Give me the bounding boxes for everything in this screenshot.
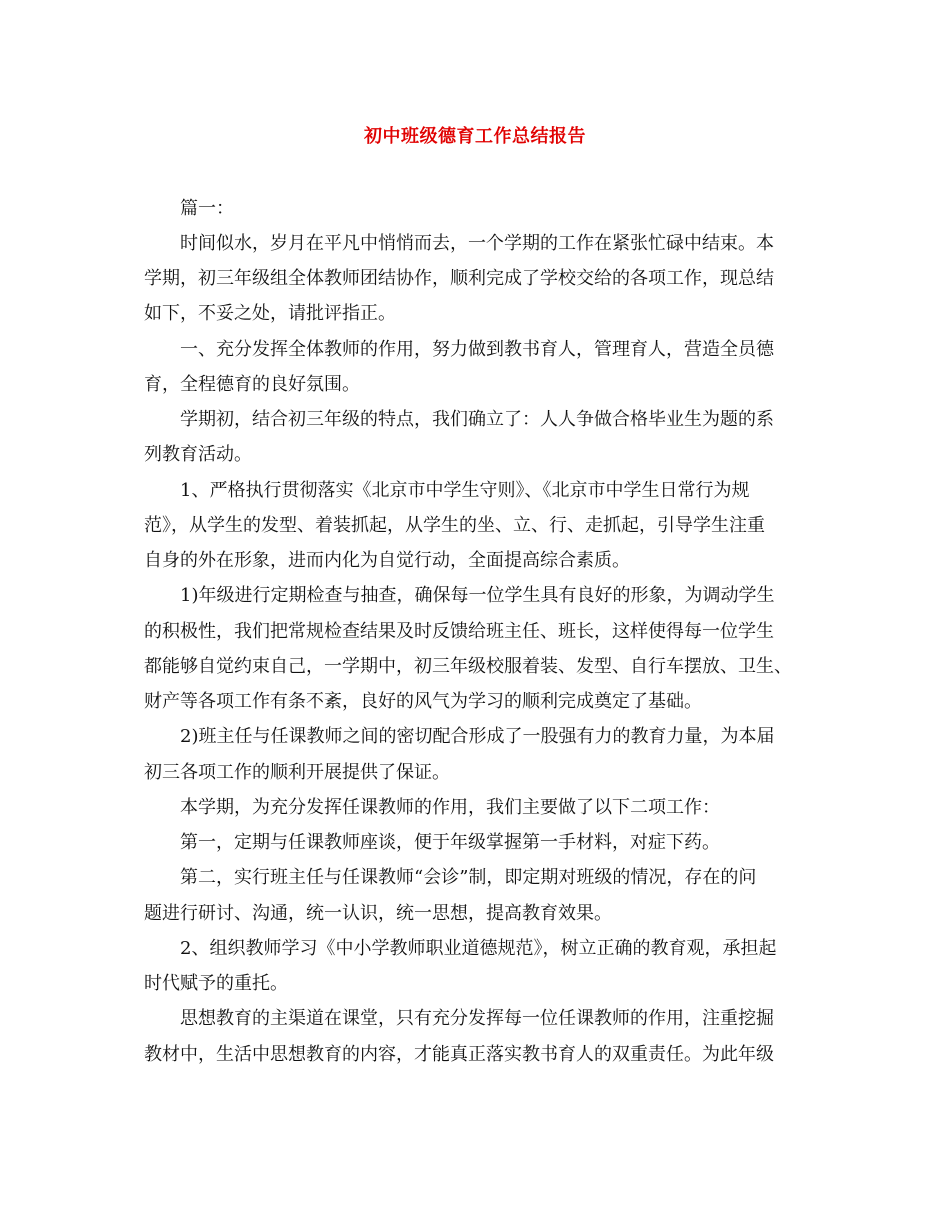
text-line: 时间似水，岁月在平凡中悄悄而去，一个学期的工作在紧张忙碌中结束。本 — [180, 233, 774, 254]
text-line: 1、严格执行贯彻落实《北京市中学生守则》、《北京市中学生日常行为规 — [180, 480, 750, 501]
text-line: 2、组织教师学习《中小学教师职业道德规范》，树立正确的教育观，承担起 — [180, 938, 777, 959]
text-line: 教材中，生活中思想教育的内容，才能真正落实教书育人的双重责任。为此年级 — [144, 1044, 774, 1065]
text-line: 都能够自觉约束自己，一学期中，初三年级校服着装、发型、自行车摆放、卫生、 — [144, 656, 792, 677]
document-title: 初中班级德育工作总结报告 — [364, 126, 586, 147]
text-line: 思想教育的主渠道在课堂，只有充分发挥每一位任课教师的作用，注重挖掘 — [180, 1008, 774, 1029]
text-line: 自身的外在形象，进而内化为自觉行动，全面提高综合素质。 — [144, 550, 630, 571]
text-line: 学期初，结合初三年级的特点，我们确立了：人人争做合格毕业生为题的系 — [180, 409, 774, 430]
text-line: 本学期，为充分发挥任课教师的作用，我们主要做了以下二项工作： — [180, 797, 720, 818]
section-label: 篇一： — [180, 198, 234, 219]
text-line: 第一，定期与任课教师座谈，便于年级掌握第一手材料，对症下药。 — [180, 832, 720, 853]
text-line: 列教育活动。 — [144, 444, 252, 465]
text-line: 1)年级进行定期检查与抽查，确保每一位学生具有良好的形象，为调动学生 — [180, 585, 775, 606]
text-line: 2)班主任与任课教师之间的密切配合形成了一股强有力的教育力量，为本届 — [180, 726, 775, 747]
text-line: 初三各项工作的顺利开展提供了保证。 — [144, 762, 450, 783]
text-line: 学期，初三年级组全体教师团结协作，顺利完成了学校交给的各项工作，现总结 — [144, 268, 774, 289]
text-line: 如下，不妥之处，请批评指正。 — [144, 303, 396, 324]
text-line: 育，全程德育的良好氛围。 — [144, 374, 360, 395]
text-line: 财产等各项工作有条不紊，良好的风气为学习的顺利完成奠定了基础。 — [144, 691, 702, 712]
text-line: 的积极性，我们把常规检查结果及时反馈给班主任、班长，这样使得每一位学生 — [144, 621, 774, 642]
text-line: 范》，从学生的发型、着装抓起，从学生的坐、立、行、走抓起，引导学生注重 — [144, 515, 765, 536]
text-line: 时代赋予的重托。 — [144, 973, 288, 994]
text-line: 第二，实行班主任与任课教师“会诊”制，即定期对班级的情况，存在的问 — [180, 867, 757, 888]
text-line: 一、充分发挥全体教师的作用，努力做到教书育人，管理育人，营造全员德 — [180, 339, 774, 360]
text-line: 题进行研讨、沟通，统一认识，统一思想，提高教育效果。 — [144, 903, 612, 924]
